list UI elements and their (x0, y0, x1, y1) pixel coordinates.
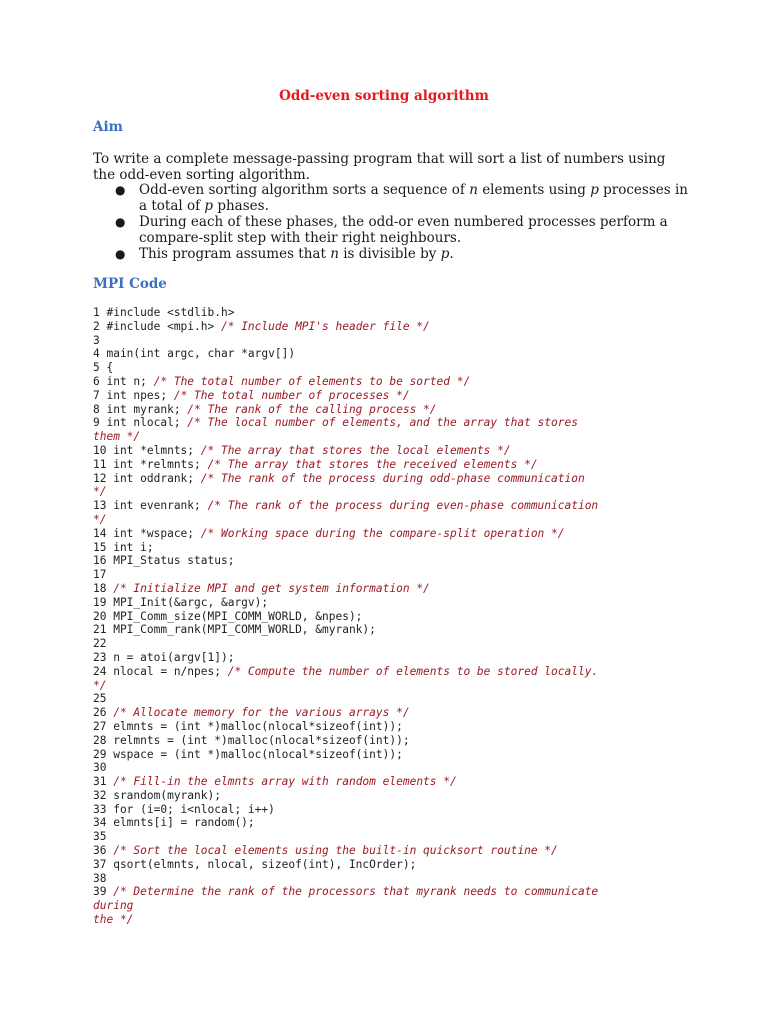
code-line (93, 568, 693, 582)
mpi-code-heading: MPI Code (93, 276, 167, 292)
code-comment: them */ (93, 430, 141, 444)
code-line (93, 416, 693, 430)
code-text: 38 (93, 871, 107, 885)
code-comment: /* The rank of the process during odd-phase communication (200, 471, 585, 485)
bullet-icon: ● (115, 215, 126, 229)
code-text: 9 int nlocal; (93, 416, 188, 430)
code-text: 37 qsort(elmnts, nlocal, sizeof(int), IncOrder); (93, 857, 417, 871)
code-line (93, 541, 693, 555)
code-line (93, 403, 693, 417)
code-line (93, 347, 693, 361)
code-line (93, 803, 693, 817)
code-line (93, 375, 693, 389)
code-text: 36 (93, 844, 114, 858)
code-text: 15 int i; (93, 540, 154, 554)
code-comment: /* The total number of elements to be sorted */ (153, 374, 471, 388)
code-line (93, 748, 693, 762)
code-comment: /* Sort the local elements using the built-in quicksort routine */ (113, 844, 558, 858)
code-comment: /* The total number of processes */ (173, 388, 410, 402)
code-text: 24 nlocal = n/npes; (93, 664, 228, 678)
code-text: 12 int oddrank; (93, 471, 201, 485)
code-text: 1 #include <stdlib.h> (93, 306, 235, 319)
code-line (93, 623, 693, 637)
code-text: 11 int *relmnts; (93, 457, 208, 471)
code-text: 8 int myrank; (93, 402, 188, 416)
code-text: 16 MPI_Status status; (93, 554, 235, 568)
code-comment: /* Determine the rank of the processors that myrank needs to communicate (113, 885, 599, 899)
code-line (93, 872, 693, 886)
code-comment: /* The local number of elements, and the array that stores (187, 416, 578, 430)
code-comment: /* Allocate memory for the various arrays */ (113, 706, 410, 720)
code-text: 20 MPI_Comm_size(MPI_COMM_WORLD, &npes); (93, 609, 363, 623)
code-text: 21 MPI_Comm_rank(MPI_COMM_WORLD, &myrank); (93, 623, 376, 637)
code-comment: */ (93, 512, 107, 526)
document-title: Odd-even sorting algorithm (279, 88, 489, 104)
code-comment: /* The rank of the calling process */ (187, 402, 437, 416)
code-comment: /* Working space during the compare-split operation */ (200, 526, 565, 540)
code-line (93, 734, 693, 748)
bullet-icon: ● (115, 247, 126, 261)
code-line (93, 361, 693, 375)
code-text: 17 (93, 568, 107, 582)
code-text: 33 for (i=0; i<nlocal; i++) (93, 802, 275, 816)
code-text: 13 int evenrank; (93, 499, 208, 513)
code-line (93, 527, 693, 541)
code-text: 32 srandom(myrank); (93, 788, 221, 802)
code-text: 6 int n; (93, 374, 154, 388)
code-text: 31 (93, 775, 114, 789)
code-text: 39 (93, 885, 114, 899)
code-text: 34 elmnts[i] = random(); (93, 816, 255, 830)
code-text: 26 (93, 706, 114, 720)
code-line (93, 706, 693, 720)
code-line (93, 775, 693, 789)
code-text: 3 (93, 333, 100, 347)
code-line (93, 430, 693, 444)
code-line (93, 830, 693, 844)
code-line (93, 885, 693, 899)
code-comment: /* Initialize MPI and get system information */ (113, 581, 430, 595)
code-line (93, 610, 693, 624)
code-line (93, 320, 693, 334)
code-listing (93, 306, 693, 927)
code-line (93, 444, 693, 458)
code-line (93, 637, 693, 651)
code-text: 7 int npes; (93, 388, 174, 402)
bullet-item: ● This program assumes that n is divisible by p. (115, 246, 454, 262)
code-comment: /* The rank of the process during even-phase communication (207, 499, 599, 513)
code-text: 23 n = atoi(argv[1]); (93, 650, 235, 664)
code-text: 5 { (93, 361, 114, 375)
code-line (93, 665, 693, 679)
code-text: 27 elmnts = (int *)malloc(nlocal*sizeof(int)); (93, 719, 403, 733)
code-line (93, 858, 693, 872)
code-line (93, 720, 693, 734)
code-text: 29 wspace = (int *)malloc(nlocal*sizeof(int)); (93, 747, 403, 761)
code-line (93, 596, 693, 610)
code-text: 25 (93, 692, 107, 706)
aim-heading: Aim (93, 119, 123, 135)
code-line (93, 334, 693, 348)
code-comment: the */ (93, 913, 134, 927)
code-text: 10 int *elmnts; (93, 443, 201, 457)
bullet-item: ● Odd-even sorting algorithm sorts a sequence of n elements using p processes in a total of p phases. (115, 182, 689, 214)
code-line (93, 679, 693, 693)
code-text: 35 (93, 830, 107, 844)
code-comment: /* Compute the number of elements to be stored locally. (227, 664, 599, 678)
code-text: 2 #include <mpi.h> (93, 319, 221, 333)
code-comment: */ (93, 678, 107, 692)
code-text: 19 MPI_Init(&argc, &argv); (93, 595, 269, 609)
code-line (93, 513, 693, 527)
code-line (93, 899, 693, 913)
code-comment: /* Include MPI's header file */ (220, 319, 430, 333)
code-line (93, 692, 693, 706)
code-line (93, 789, 693, 803)
code-comment: during (93, 899, 134, 913)
bullet-list (93, 182, 688, 262)
code-comment: /* Fill-in the elmnts array with random elements */ (113, 775, 457, 789)
code-text: 22 (93, 637, 107, 651)
code-line (93, 499, 693, 513)
code-line (93, 816, 693, 830)
code-line (93, 472, 693, 486)
code-line (93, 582, 693, 596)
code-line (93, 761, 693, 775)
code-comment: /* The array that stores the local elements */ (200, 443, 511, 457)
code-text: 18 (93, 581, 114, 595)
code-text: 14 int *wspace; (93, 526, 201, 540)
code-line (93, 389, 693, 403)
code-text: 28 relmnts = (int *)malloc(nlocal*sizeof(int)); (93, 733, 410, 747)
code-comment: /* The array that stores the received elements */ (207, 457, 538, 471)
code-line (93, 306, 693, 320)
code-line (93, 844, 693, 858)
bullet-icon: ● (115, 183, 126, 197)
code-comment: */ (93, 485, 107, 499)
bullet-item: ● During each of these phases, the odd-or even numbered processes perform a compare-split step with their right neighbours. (115, 214, 668, 246)
code-line (93, 554, 693, 568)
code-line (93, 458, 693, 472)
code-line (93, 485, 693, 499)
code-line (93, 913, 693, 927)
intro-paragraph: To write a complete message-passing program that will sort a list of numbers using the odd-even sorting algorithm. (93, 151, 666, 183)
code-line (93, 651, 693, 665)
code-text: 4 main(int argc, char *argv[]) (93, 347, 296, 361)
code-text: 30 (93, 761, 107, 775)
